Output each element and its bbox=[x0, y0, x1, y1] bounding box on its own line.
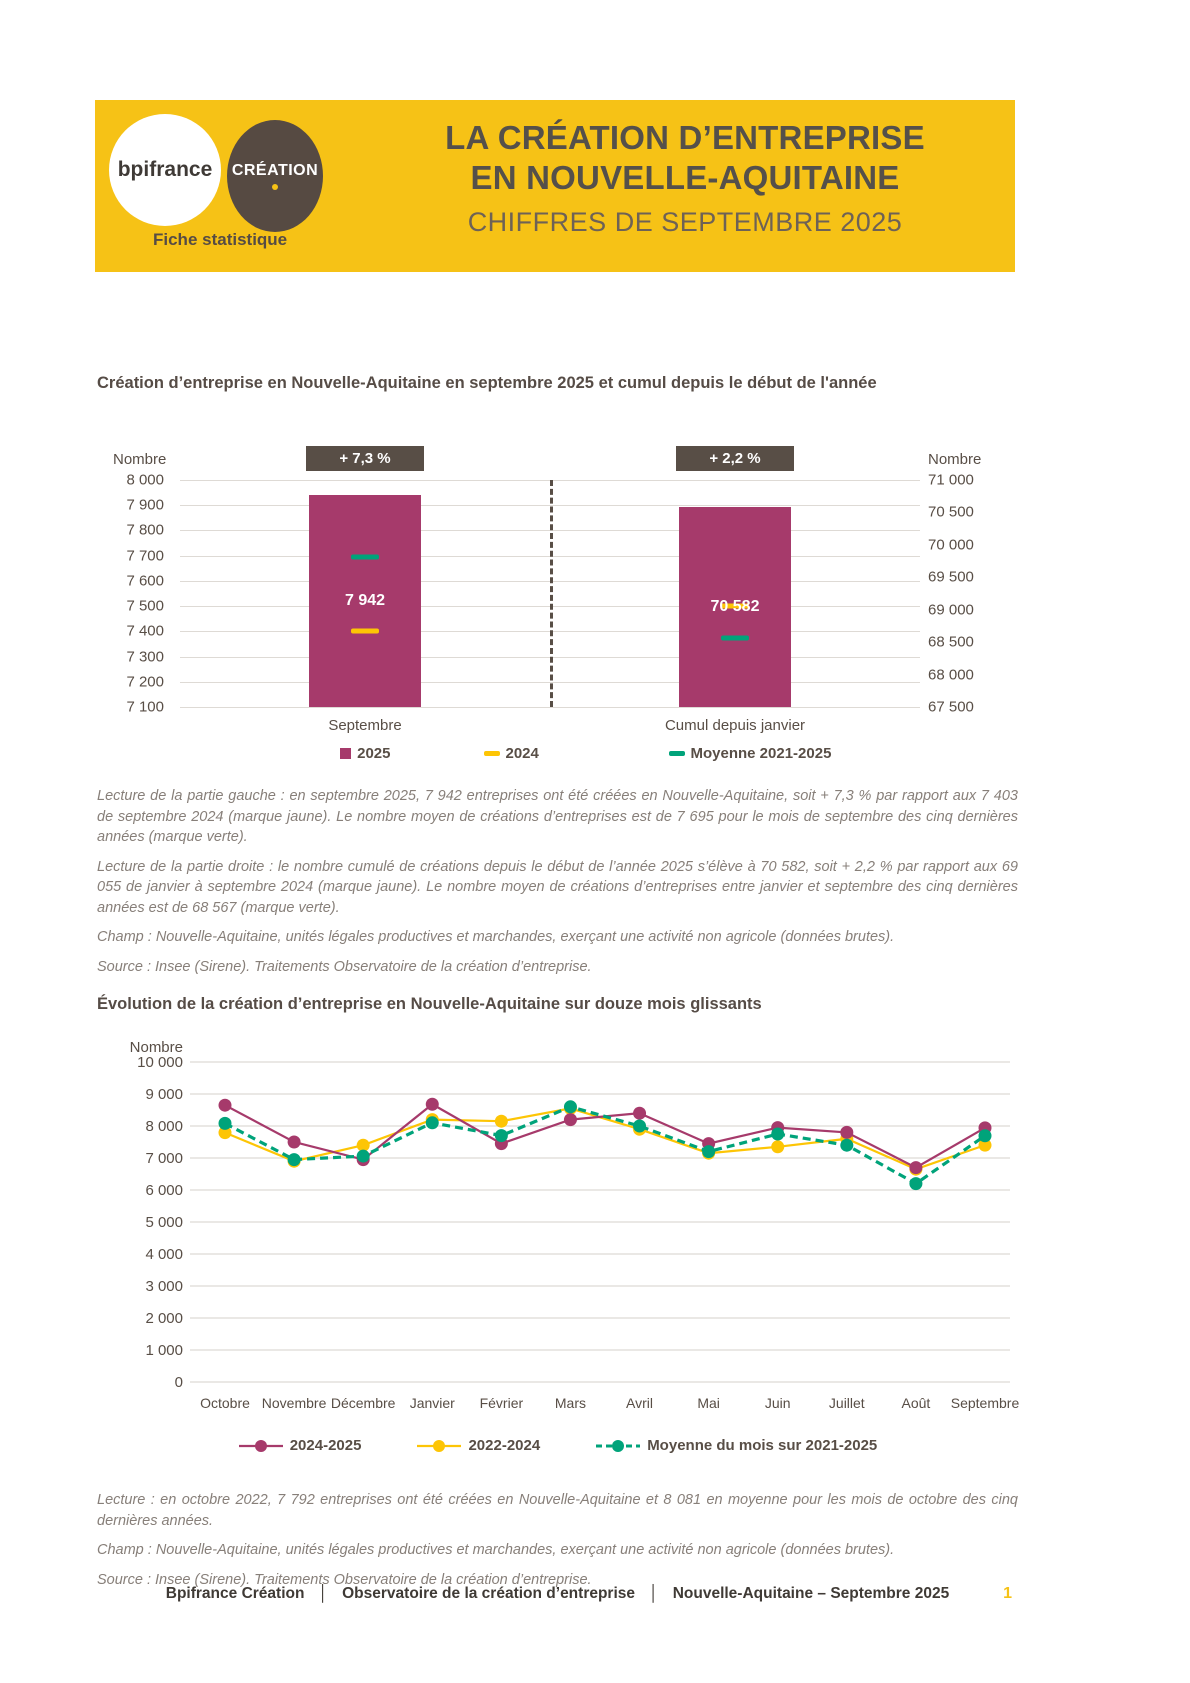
y-tick: 9 000 bbox=[145, 1086, 183, 1103]
data-point bbox=[633, 1120, 646, 1133]
footer-separator: │ bbox=[318, 1585, 329, 1602]
data-point bbox=[564, 1100, 577, 1113]
y-tick-left: 7 500 bbox=[126, 597, 164, 615]
note-paragraph: Lecture de la partie droite : le nombre cumulé de créations depuis le début de l’année 2025 s’élève à 70 582, soit + 2,2 % par rapport aux 69 055 de janvier à septembre 2024 (marque jaune). Le nombre moyen de créations d’entreprises entre janvier et septembre des cinq dernières années est de 68 567 (marque verte). bbox=[97, 858, 1018, 916]
note-paragraph: Champ : Nouvelle-Aquitaine, unités légales productives et marchandes, exerçant une activité non agricole (données brutes). bbox=[97, 1542, 895, 1559]
y-tick: 6 000 bbox=[145, 1182, 183, 1199]
footer-segment: Nouvelle-Aquitaine – Septembre 2025 bbox=[672, 1585, 950, 1602]
bar-chart-plot-area bbox=[180, 480, 920, 707]
x-tick-month: Octobre bbox=[200, 1395, 250, 1411]
data-point bbox=[771, 1140, 784, 1153]
note-paragraph: Champ : Nouvelle-Aquitaine, unités légales productives et marchandes, exerçant une activité non agricole (données brutes). bbox=[97, 929, 895, 946]
data-point bbox=[426, 1116, 439, 1129]
bar-2025 bbox=[679, 507, 791, 707]
mark-moyenne bbox=[351, 554, 379, 559]
y-tick-left: 7 700 bbox=[126, 547, 164, 565]
data-point bbox=[495, 1129, 508, 1142]
section1-title: Création d’entreprise en Nouvelle-Aquitaine en septembre 2025 et cumul depuis le début de l'année bbox=[97, 374, 877, 392]
header-band bbox=[95, 100, 1015, 272]
data-point bbox=[219, 1117, 232, 1130]
y-tick-left: 7 900 bbox=[126, 496, 164, 514]
y-tick-right: 68 500 bbox=[928, 633, 974, 651]
y-axis-ticks-left bbox=[95, 471, 170, 716]
note-paragraph: Lecture de la partie gauche : en septembre 2025, 7 942 entreprises ont été créées en Nouvelle-Aquitaine, soit + 7,3 % par rapport aux 7 403 de septembre 2024 (marque jaune). Le nombre moyen de créations d’entreprises est de 7 695 pour le mois de septembre des cinq dernières années (marque verte). bbox=[97, 788, 1018, 846]
y-tick: 3 000 bbox=[145, 1278, 183, 1295]
y-tick: 5 000 bbox=[145, 1214, 183, 1231]
legend-label: Moyenne du mois sur 2021-2025 bbox=[647, 1437, 878, 1454]
x-tick-month: Mars bbox=[554, 1395, 587, 1411]
y-tick: 8 000 bbox=[145, 1118, 183, 1135]
footer-segment: Bpifrance Création bbox=[165, 1585, 305, 1602]
legend-label-2024: 2024 bbox=[505, 745, 539, 762]
page-subtitle: CHIFFRES DE SEPTEMBRE 2025 bbox=[467, 206, 903, 237]
y-tick-left: 8 000 bbox=[126, 471, 164, 489]
x-tick-month: Juillet bbox=[828, 1395, 865, 1411]
legend-swatch-icon bbox=[238, 1438, 284, 1454]
creation-logo-dot-icon bbox=[272, 184, 278, 190]
data-point bbox=[288, 1153, 301, 1166]
y-tick-right: 68 000 bbox=[928, 666, 974, 684]
data-point bbox=[495, 1115, 508, 1128]
data-point bbox=[909, 1161, 922, 1174]
legend-item-moyenne bbox=[669, 745, 832, 762]
legend-item-Moyenne du mois sur 2021-2025 bbox=[595, 1437, 877, 1454]
x-tick-month: Décembre bbox=[330, 1395, 396, 1411]
legend-label: 2024-2025 bbox=[289, 1437, 362, 1454]
y-tick-left: 7 200 bbox=[126, 673, 164, 691]
notes-section-2 bbox=[97, 1490, 1018, 1599]
data-point bbox=[840, 1126, 853, 1139]
data-point bbox=[219, 1099, 232, 1112]
page-number: 1 bbox=[1003, 1585, 1012, 1602]
creation-logo bbox=[227, 120, 323, 232]
y-tick-right: 69 000 bbox=[928, 601, 974, 619]
section2-title: Évolution de la création d’entreprise en Nouvelle-Aquitaine sur douze mois glissants bbox=[97, 995, 762, 1013]
legend-item-2024-2025 bbox=[238, 1437, 362, 1454]
y-axis-label-left: Nombre bbox=[113, 451, 167, 468]
data-point bbox=[564, 1113, 577, 1126]
legend-swatch-icon bbox=[416, 1438, 462, 1454]
y-tick-right: 70 000 bbox=[928, 536, 974, 554]
y-axis-label-right: Nombre bbox=[928, 451, 982, 468]
y-axis-ticks-right bbox=[928, 471, 1018, 716]
mark-moyenne bbox=[721, 635, 749, 640]
header-tagline: Fiche statistique bbox=[153, 230, 288, 249]
creation-logo-text: CRÉATION bbox=[231, 162, 319, 179]
x-tick-month: Mai bbox=[697, 1395, 720, 1411]
note-paragraph: Source : Insee (Sirene). Traitements Observatoire de la création d’entreprise. bbox=[97, 959, 592, 976]
legend-label-moyenne: Moyenne 2021-2025 bbox=[690, 745, 832, 762]
logo-group bbox=[109, 112, 339, 230]
data-point bbox=[840, 1139, 853, 1152]
variation-badge: + 2,2 % bbox=[676, 446, 794, 471]
data-point bbox=[979, 1129, 992, 1142]
notes-section-1 bbox=[97, 786, 1018, 987]
y-tick-left: 7 400 bbox=[126, 622, 164, 640]
line-chart-legend bbox=[95, 1437, 1020, 1454]
legend-swatch-2025-icon bbox=[340, 748, 351, 759]
footer-text bbox=[95, 1585, 1020, 1603]
x-tick-month: Février bbox=[479, 1395, 524, 1411]
bar-chart-legend bbox=[95, 745, 1020, 767]
legend-swatch-moyenne-icon bbox=[669, 751, 685, 756]
y-axis-label: Nombre bbox=[129, 1040, 183, 1056]
data-point bbox=[771, 1128, 784, 1141]
x-tick-month: Avril bbox=[626, 1395, 654, 1411]
y-tick-right: 71 000 bbox=[928, 471, 974, 489]
legend-item-2025 bbox=[340, 745, 390, 762]
mark-2024 bbox=[351, 628, 379, 633]
y-tick: 7 000 bbox=[145, 1150, 183, 1167]
note-paragraph: Source : Insee (Sirene). Traitements Observatoire de la création d’entreprise. bbox=[97, 1571, 592, 1588]
data-point bbox=[426, 1098, 439, 1111]
y-tick: 0 bbox=[174, 1374, 183, 1391]
data-point bbox=[909, 1177, 922, 1190]
y-tick-left: 7 300 bbox=[126, 648, 164, 666]
variation-badge: + 7,3 % bbox=[306, 446, 424, 471]
y-tick: 2 000 bbox=[145, 1310, 183, 1327]
bpifrance-logo-text: bpifrance bbox=[117, 158, 213, 181]
x-tick-month: Novembre bbox=[261, 1395, 327, 1411]
data-point bbox=[288, 1136, 301, 1149]
y-tick: 1 000 bbox=[145, 1342, 183, 1359]
bar-value-label: 70 582 bbox=[710, 598, 760, 616]
y-tick-right: 70 500 bbox=[928, 503, 974, 521]
x-tick-month: Septembre bbox=[950, 1395, 1020, 1411]
legend-label: 2022-2024 bbox=[468, 1437, 541, 1454]
note-paragraph: Lecture : en octobre 2022, 7 792 entreprises ont été créées en Nouvelle-Aquitaine et 8 081 en moyenne pour les mois de octobre des cinq dernières années. bbox=[97, 1492, 1018, 1529]
bar-chart bbox=[95, 415, 1020, 773]
legend-swatch-2024-icon bbox=[484, 751, 500, 756]
bpifrance-logo bbox=[109, 114, 221, 226]
y-tick: 4 000 bbox=[145, 1246, 183, 1263]
gridline bbox=[180, 707, 920, 708]
category-label: Septembre bbox=[328, 717, 402, 734]
legend-item-2022-2024 bbox=[416, 1437, 540, 1454]
data-point bbox=[357, 1150, 370, 1163]
y-tick-left: 7 800 bbox=[126, 521, 164, 539]
x-tick-month: Juin bbox=[764, 1395, 791, 1411]
legend-item-2024 bbox=[484, 745, 539, 762]
legend-label-2025: 2025 bbox=[357, 745, 391, 762]
x-tick-month: Août bbox=[901, 1395, 931, 1411]
header-titles bbox=[380, 118, 990, 238]
bar-value-label: 7 942 bbox=[344, 591, 386, 609]
y-tick-left: 7 100 bbox=[126, 698, 164, 716]
y-tick-right: 69 500 bbox=[928, 568, 974, 586]
divider-dashed-line bbox=[550, 480, 553, 707]
y-tick-right: 67 500 bbox=[928, 698, 974, 716]
page-footer bbox=[95, 1585, 1020, 1603]
y-tick-left: 7 600 bbox=[126, 572, 164, 590]
x-tick-month: Janvier bbox=[409, 1395, 455, 1411]
legend-swatch-icon bbox=[595, 1438, 641, 1454]
line-chart-canvas bbox=[95, 1040, 1020, 1430]
data-point bbox=[633, 1107, 646, 1120]
bar-2025 bbox=[309, 495, 421, 707]
data-point bbox=[702, 1145, 715, 1158]
footer-segment: Observatoire de la création d’entreprise bbox=[342, 1585, 636, 1602]
line-chart bbox=[95, 1040, 1020, 1454]
page-title-line2: EN NOUVELLE-AQUITAINE bbox=[470, 159, 900, 197]
footer-separator: │ bbox=[649, 1585, 659, 1602]
y-tick: 10 000 bbox=[137, 1054, 183, 1071]
category-label: Cumul depuis janvier bbox=[664, 717, 806, 734]
page-title-line1: LA CRÉATION D’ENTREPRISE bbox=[445, 119, 925, 156]
